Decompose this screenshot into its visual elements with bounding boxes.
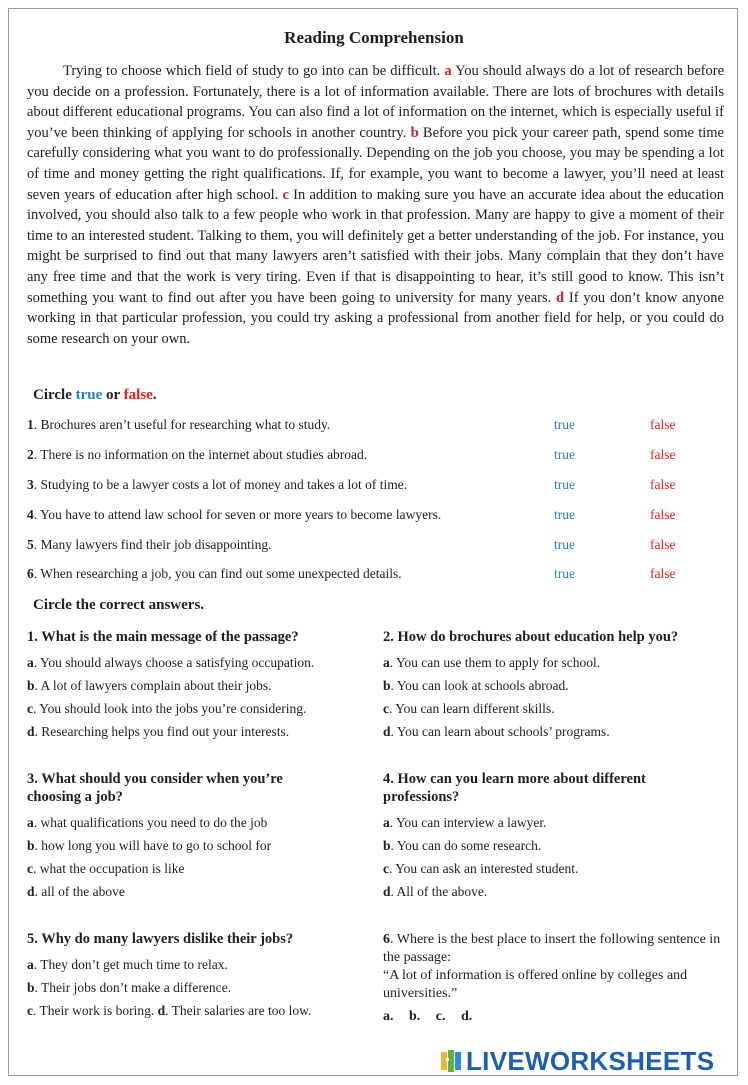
true-option[interactable]: true: [554, 537, 575, 552]
insertion-marker-a: a: [444, 63, 452, 79]
tf-statement: 4. You have to attend law school for seven or more years to become lawyers.: [27, 507, 442, 522]
tf-item: [27, 566, 717, 586]
tf-statement: 2. There is no information on the internet about studies abroad.: [27, 447, 368, 462]
tf-statement: 1. Brochures aren’t useful for researching what to study.: [27, 417, 331, 432]
answer-option[interactable]: a. You can interview a lawyer.: [383, 815, 547, 830]
choice-c[interactable]: c.: [435, 1009, 446, 1024]
question-title: 6. Where is the best place to insert the following sentence in the passage:: [383, 932, 721, 965]
answer-option-row[interactable]: c. Their work is boring. d. Their salaries are too low.: [27, 1003, 312, 1018]
answer-option[interactable]: b. Their jobs don’t make a difference.: [27, 980, 231, 995]
quoted-sentence: “A lot of information is offered online by colleges and universities.”: [383, 968, 688, 1001]
choice-d[interactable]: d.: [461, 1009, 473, 1024]
answer-option[interactable]: b. A lot of lawyers complain about their jobs.: [27, 678, 272, 693]
true-false-heading: Circle true or false.: [33, 387, 157, 403]
tf-statement: 5. Many lawyers find their job disappointing.: [27, 537, 272, 552]
question-title: 1. What is the main message of the passage?: [27, 629, 299, 645]
passage-text: In addition to making sure you have an accurate idea about the education involved, you should also talk to a few people who work in that profession. Many are happy to give a moment of their time to an interested student. Talking to them, you will definitely get a better understanding of the job. For instance, you might be surprised to find out that many lawyers aren’t satisfied with their jobs. Many complain that they don’t have any free time and that the work is very tiring. Even if that is disappointing to hear, it’s still good to know. This isn’t something you want to find out after you have been going to university for many years.: [27, 186, 724, 306]
question-3: [27, 770, 327, 903]
tf-statement: 6. When researching a job, you can find out some unexpected details.: [27, 566, 402, 581]
passage-text: Before you pick your career path, spend some time carefully considering what you want to do professionally. Depending on the job you choose, you may be spending a lot of time and money getting the right qualifications. If, for example, you want to become a lawyer, you’ll need at least seven years of education after high school.: [27, 124, 724, 203]
answer-option[interactable]: a. They don’t get much time to relax.: [27, 957, 228, 972]
tf-item: [27, 507, 717, 527]
question-title: 2. How do brochures about education help you?: [383, 629, 679, 645]
true-option[interactable]: true: [554, 566, 575, 581]
liveworksheets-logo: [440, 1046, 714, 1076]
answer-option[interactable]: c. what the occupation is like: [27, 861, 185, 876]
answer-option[interactable]: a. You can use them to apply for school.: [383, 655, 601, 670]
passage-text: If you don’t know anyone working in that particular profession, you could try asking a professional from another field for help, or you could do some research on your own.: [27, 289, 724, 347]
answer-option[interactable]: a. You should always choose a satisfying occupation.: [27, 655, 315, 670]
answer-option[interactable]: d. All of the above.: [383, 884, 488, 899]
passage-text: Trying to choose which field of study to go into can be difficult.: [63, 63, 445, 79]
answer-option[interactable]: d. Researching helps you find out your interests.: [27, 724, 290, 739]
logo-text: LIVEWORKSHEETS: [466, 1045, 715, 1076]
tf-statement: 3. Studying to be a lawyer costs a lot of money and takes a lot of time.: [27, 477, 408, 492]
insertion-marker-b: b: [410, 124, 419, 141]
multiple-choice-heading: Circle the correct answers.: [33, 597, 205, 613]
false-option[interactable]: false: [650, 447, 676, 462]
choice-a[interactable]: a.: [383, 1009, 394, 1024]
answer-option[interactable]: b. You can do some research.: [383, 838, 542, 853]
true-option[interactable]: true: [554, 417, 575, 432]
false-option[interactable]: false: [650, 477, 676, 492]
question-1: [27, 628, 362, 743]
insertion-marker-c: c: [282, 186, 289, 203]
question-2: [383, 628, 718, 743]
answer-option[interactable]: b. You can look at schools abroad.: [383, 678, 569, 693]
answer-option[interactable]: d. all of the above: [27, 884, 125, 899]
question-title: 5. Why do many lawyers dislike their jobs?: [27, 931, 294, 947]
answer-option[interactable]: a. what qualifications you need to do the job: [27, 815, 268, 830]
question-4: [383, 770, 693, 903]
false-option[interactable]: false: [650, 507, 676, 522]
false-option[interactable]: false: [650, 566, 676, 581]
true-option[interactable]: true: [554, 447, 575, 462]
insert-position-choices: [383, 1009, 728, 1025]
question-title: 4. How can you learn more about different professions?: [383, 771, 646, 805]
choice-b[interactable]: b.: [409, 1009, 421, 1024]
tf-item: [27, 537, 717, 557]
false-option[interactable]: false: [650, 417, 676, 432]
tf-item: [27, 447, 717, 467]
false-option[interactable]: false: [650, 537, 676, 552]
passage-text: You should always do a lot of research before you decide on a profession. Fortunately, there is a lot of information available. There are lots of brochures with details about different educational programs. You can also find a lot of information on the internet, which is especially useful if you’ve been thinking of applying for schools in another country.: [27, 63, 725, 141]
question-title: 3. What should you consider when you’re choosing a job?: [27, 771, 283, 805]
answer-option[interactable]: c. You should look into the jobs you’re considering.: [27, 701, 307, 716]
question-5: [27, 930, 362, 1022]
answer-option[interactable]: b. how long you will have to go to school for: [27, 838, 272, 853]
true-option[interactable]: true: [554, 477, 575, 492]
answer-option[interactable]: c. You can learn different skills.: [383, 701, 555, 716]
tf-item: [27, 417, 717, 437]
tf-item: [27, 477, 717, 497]
answer-option[interactable]: c. You can ask an interested student.: [383, 861, 579, 876]
question-6: [383, 931, 728, 1025]
reading-passage: [27, 61, 724, 349]
answer-option[interactable]: d. You can learn about schools’ programs.: [383, 724, 610, 739]
liveworksheets-logo-icon: [440, 1048, 466, 1074]
true-option[interactable]: true: [554, 507, 575, 522]
page-title: Reading Comprehension: [284, 28, 464, 47]
insertion-marker-d: d: [556, 289, 565, 306]
